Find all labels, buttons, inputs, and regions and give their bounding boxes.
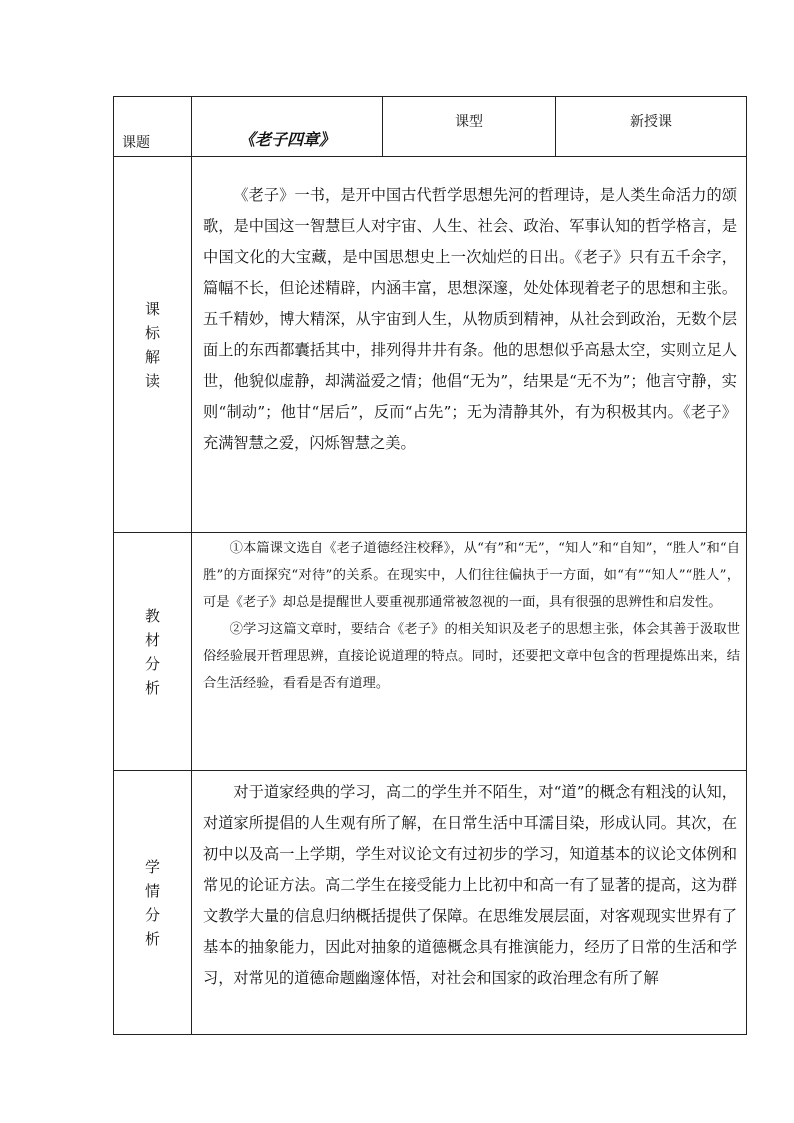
- lesson-type-label: 课型: [383, 97, 556, 157]
- textbook-analysis-row: [114, 533, 747, 771]
- topic-label: 课题: [114, 97, 192, 157]
- lesson-plan-table: [113, 96, 747, 1035]
- lesson-title: 《老子四章》: [192, 97, 383, 157]
- curriculum-standard-label: 课 标 解 读: [114, 157, 192, 533]
- student-analysis-label: 学 情 分 析: [114, 771, 192, 1035]
- textbook-analysis-content: [192, 533, 747, 771]
- textbook-analysis-paragraph-1: ①本篇课文选自《老子道德经注校释》，从“有”和“无”，“知人”和“自知”，“胜人”和“自胜”的方面探究“对待”的关系。在现实中，人们往往偏执于一方面，如“有”“知人”“胜人”，可是《老子》却总是提醒世人要重视那通常被忽视的一面，具有很强的思辨性和启发性。: [203, 541, 740, 610]
- lesson-type-value: 新授课: [556, 97, 747, 157]
- header-row: [114, 97, 747, 157]
- student-analysis-row: [114, 771, 747, 1035]
- student-analysis-text: 对于道家经典的学习，高二的学生并不陌生，对“道”的概念有粗浅的认知，对道家所提倡的人生观有所了解，在日常生活中耳濡目染，形成认同。其次，在初中以及高一上学期，学生对议论文有过初步的学习，知道基本的议论文体例和常见的论证方法。高二学生在接受能力上比初中和高一有了显著的提高，这为群文教学大量的信息归纳概括提供了保障。在思维发展层面，对客观现实世界有了基本的抽象能力，因此对抽象的道德概念具有推演能力，经历了日常的生活和学习，对常见的道德命题幽邃体悟，对社会和国家的政治理念有所了解: [203, 783, 737, 987]
- textbook-analysis-paragraph-2: ②学习这篇文章时，要结合《老子》的相关知识及老子的思想主张，体会其善于汲取世俗经验展开哲理思辨，直接论说道理的特点。同时，还要把文章中包含的哲理提炼出来，结合生活经验，看看是否有道理。: [203, 622, 740, 691]
- curriculum-standard-row: [114, 157, 747, 533]
- curriculum-standard-text: 《老子》一书，是开中国古代哲学思想先河的哲理诗，是人类生命活力的颂歌，是中国这一智慧巨人对宇宙、人生、社会、政治、军事认知的哲学格言，是中国文化的大宝藏，是中国思想史上一次灿烂的日出。《老子》只有五千余字，篇幅不长，但论述精辟，内涵丰富，思想深邃，处处体现着老子的思想和主张。五千精妙，博大精深，从宇宙到人生，从物质到精神，从社会到政治，无数个层面上的东西都囊括其中，排列得井井有条。他的思想似乎高悬太空，实则立足人世，他貌似虚静，却满溢爱之情；他倡“无为”，结果是“无不为”；他言守静，实则“制动”；他甘“居后”，反而“占先”；无为清静其外，有为积极其内。《老子》充满智慧之爱，闪烁智慧之美。: [203, 186, 737, 452]
- student-analysis-content: [192, 771, 747, 1035]
- curriculum-standard-content: [192, 157, 747, 533]
- textbook-analysis-label: 教 材 分 析: [114, 533, 192, 771]
